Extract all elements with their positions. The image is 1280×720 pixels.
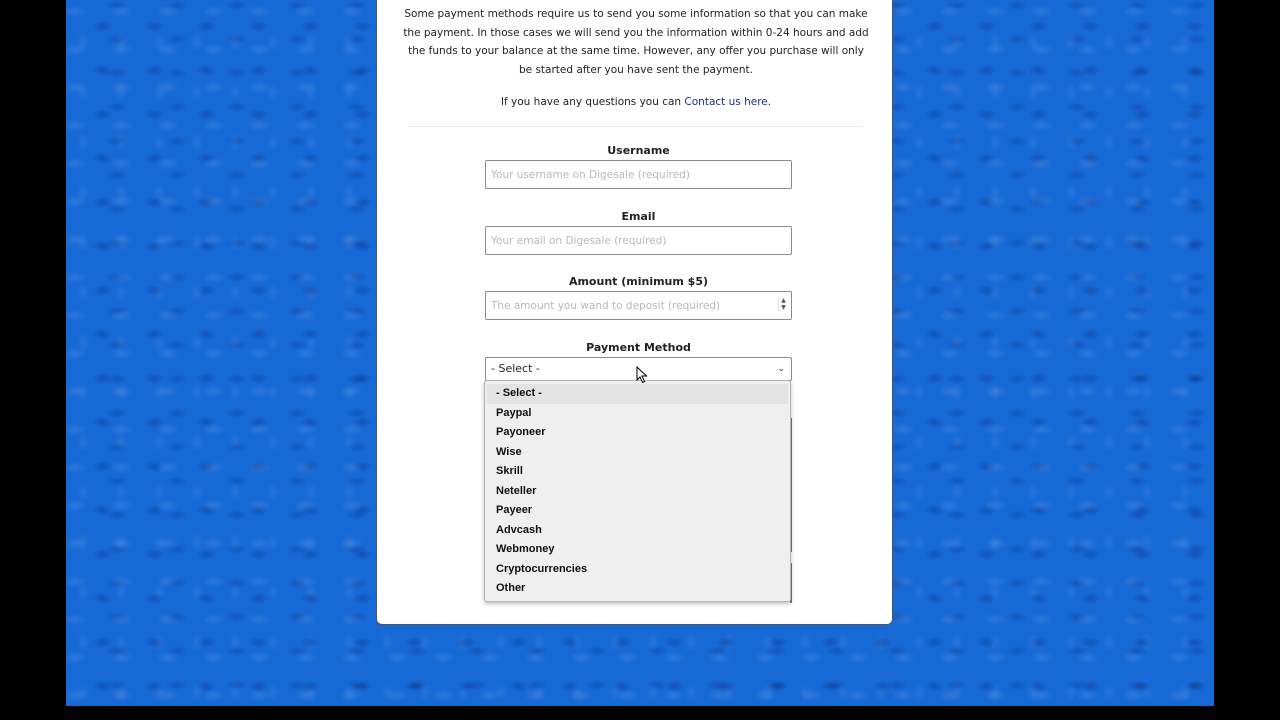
amount-field-wrapper: [485, 291, 792, 320]
contact-us-link[interactable]: Contact us here: [684, 96, 768, 108]
amount-label: Amount (minimum $5): [568, 275, 709, 288]
option-paypal[interactable]: Paypal: [496, 406, 532, 419]
option-other[interactable]: Other: [496, 582, 526, 594]
option-select[interactable]: - Select -: [487, 384, 788, 404]
payment-method-selected-value: - Select -: [491, 362, 540, 375]
contact-suffix: .: [767, 96, 772, 108]
option-webmoney[interactable]: Webmoney: [496, 543, 555, 555]
amount-stepper[interactable]: [778, 297, 788, 312]
option-wise[interactable]: Wise: [496, 445, 522, 458]
amount-input[interactable]: [485, 291, 792, 320]
email-input[interactable]: [485, 226, 792, 255]
option-payeer[interactable]: Payeer: [496, 504, 533, 516]
option-skrill[interactable]: Skrill: [496, 465, 523, 477]
username-input[interactable]: [485, 160, 792, 189]
username-label: Username: [607, 144, 670, 157]
page-viewport: [66, 0, 1214, 706]
option-cryptocurrencies[interactable]: Cryptocurrencies: [496, 562, 588, 575]
option-neteller[interactable]: Neteller: [496, 484, 537, 497]
chevron-down-icon: ⌄: [777, 364, 785, 374]
stepper-up-icon[interactable]: ▲: [781, 297, 786, 304]
mouse-cursor-icon: [636, 366, 648, 384]
payment-method-label: Payment Method: [586, 341, 691, 354]
stepper-down-icon[interactable]: ▼: [781, 304, 786, 311]
email-label: Email: [621, 210, 656, 223]
option-advcash[interactable]: Advcash: [496, 523, 542, 536]
payment-method-dropdown-list[interactable]: [484, 380, 791, 602]
contact-prefix: If you have any questions you can: [500, 96, 682, 108]
payment-info-text: Some payment methods require us to send you some information so that you can make the payment. In those cases we will send you the information within 0-24 hours and add the funds to your balance at the same time. However, any offer you purchase will only be started after you have sent the payment.: [403, 8, 869, 76]
option-payoneer[interactable]: Payoneer: [496, 426, 546, 438]
contact-line: [401, 93, 871, 111]
divider: [409, 126, 862, 127]
